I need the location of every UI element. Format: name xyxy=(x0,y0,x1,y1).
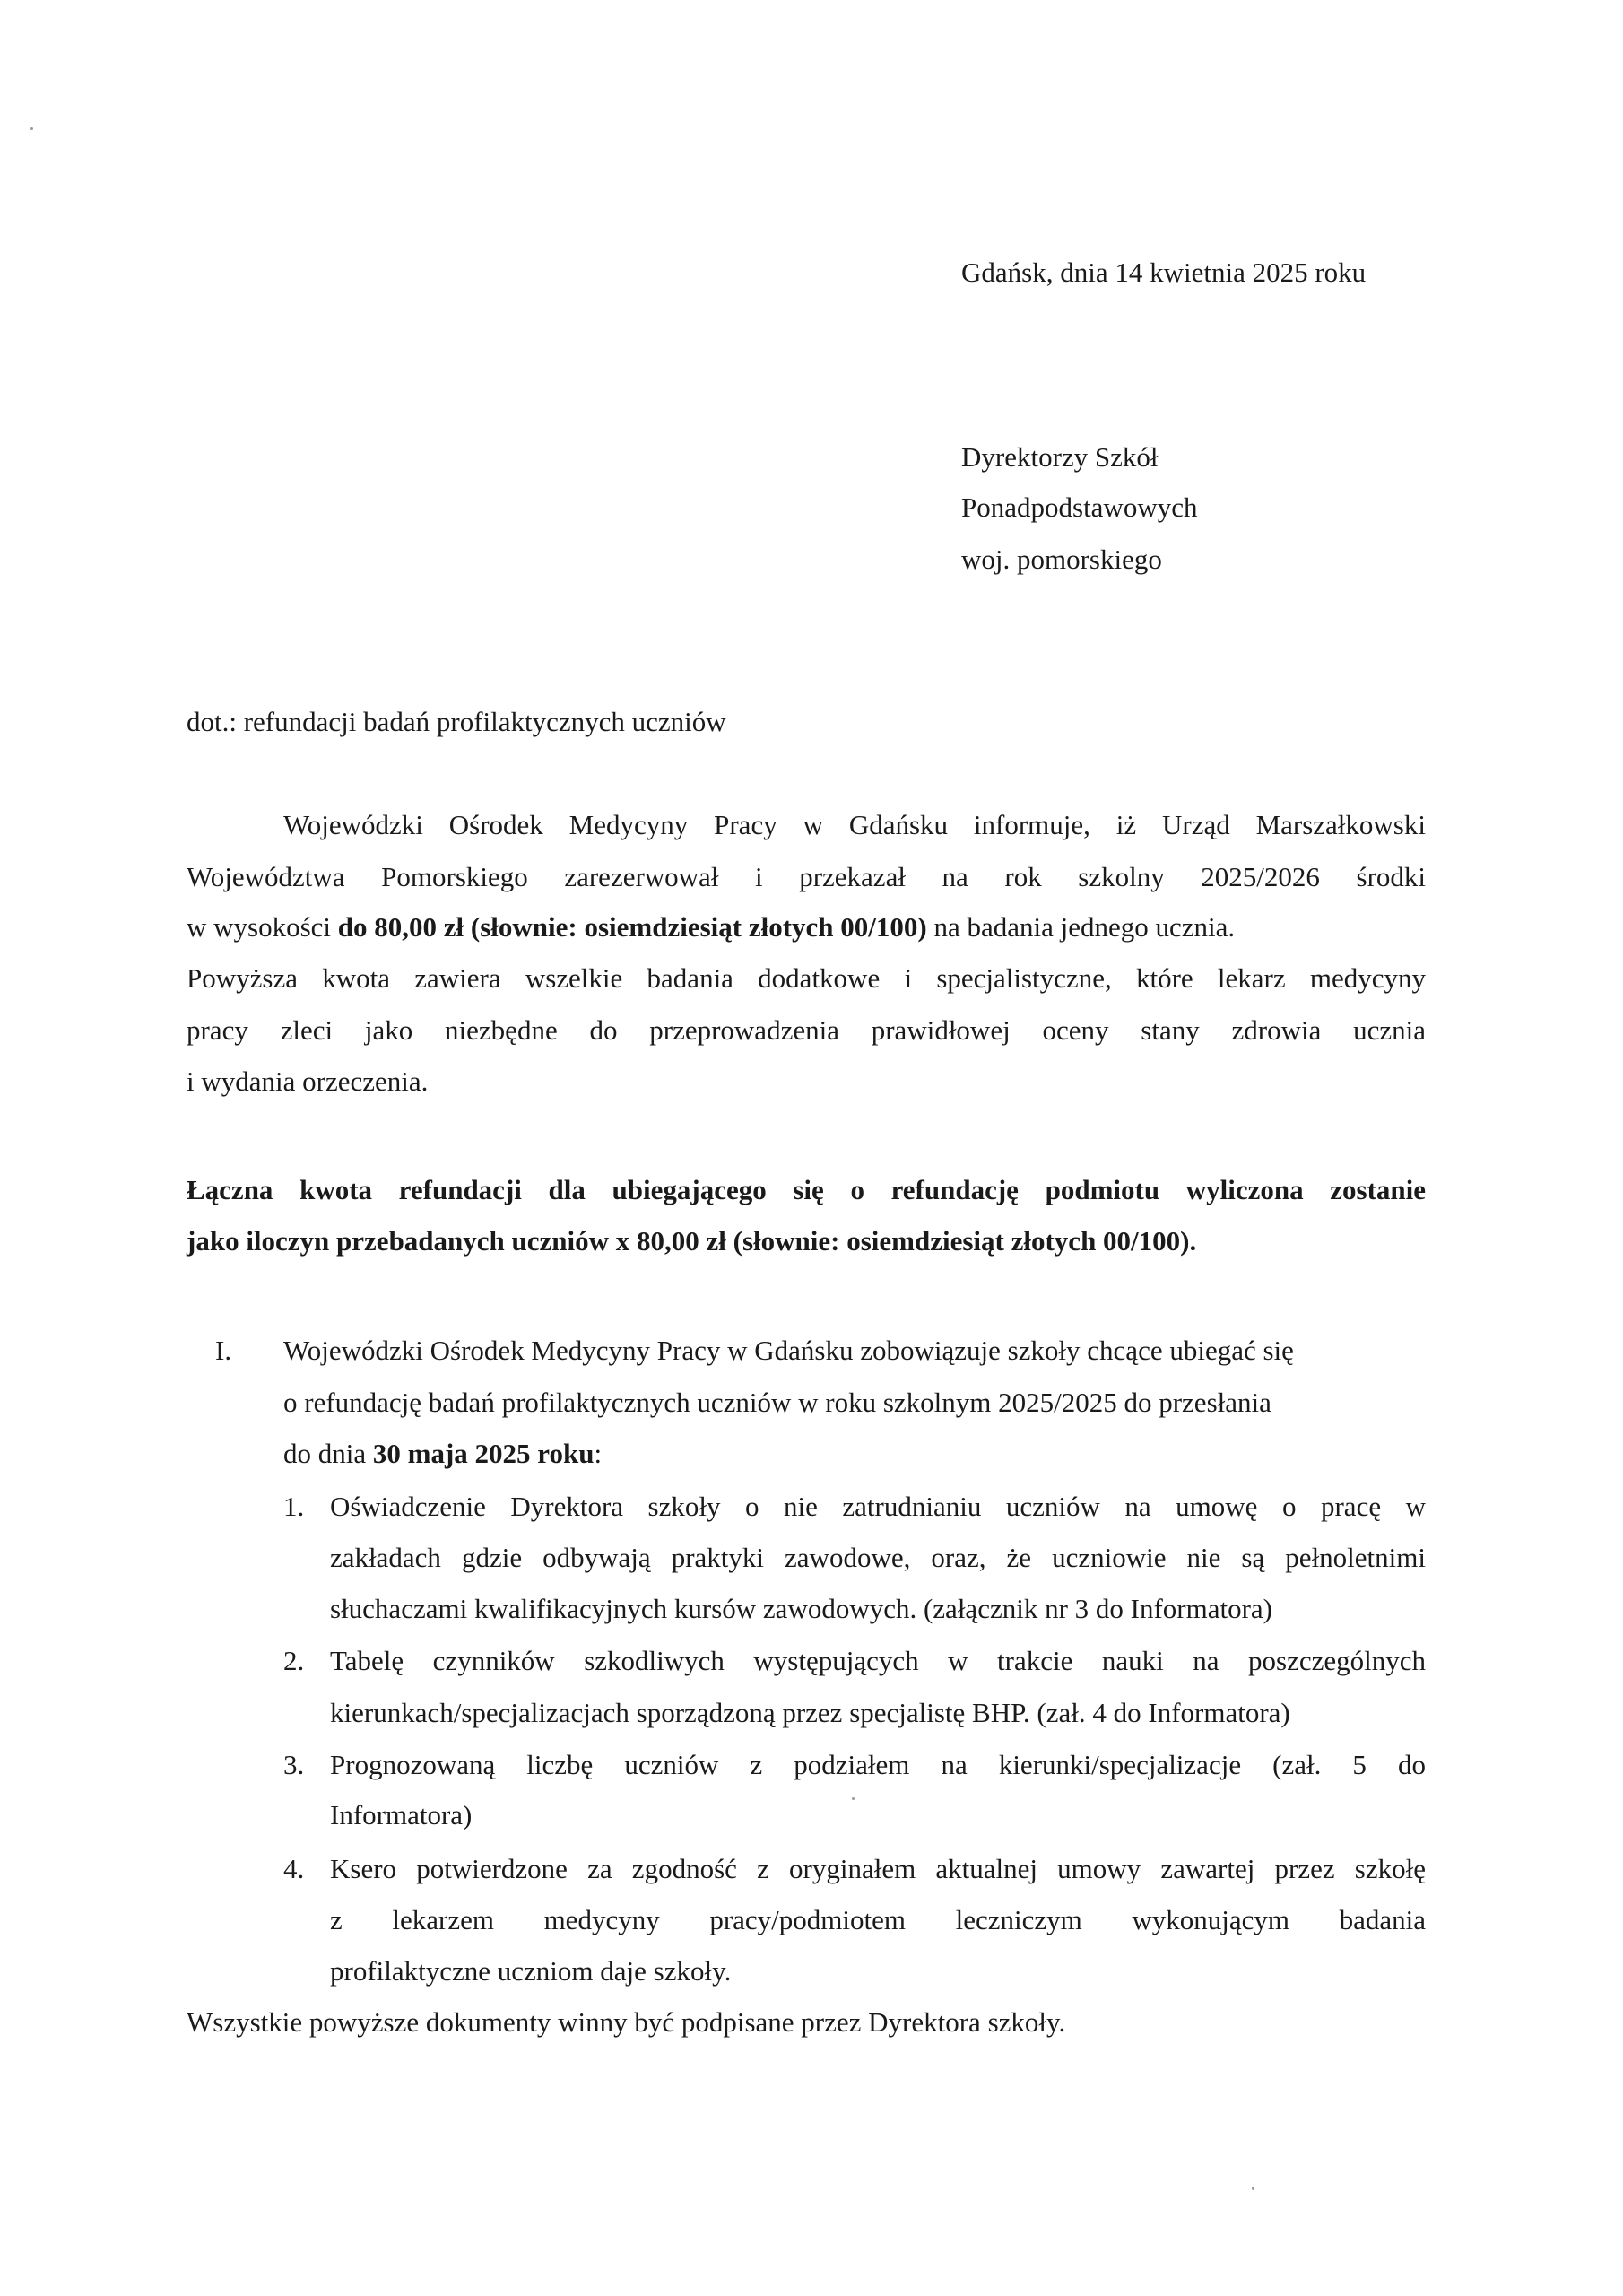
deadline-text: 30 maja 2025 roku xyxy=(372,1438,595,1469)
intro-line-5: pracy zleci jako niezbędne do przeprowadzenia prawidłowej oceny stany zdrowia ucznia xyxy=(187,1014,1426,1046)
list-item-line: Prognozowaną liczbę uczniów z podziałem na kierunki/specjalizacje (zał. 5 do xyxy=(330,1749,1426,1780)
addressee-line-3: woj. pomorskiego xyxy=(961,544,1162,575)
list-item-line: Informatora) xyxy=(330,1799,473,1831)
list-item-line: profilaktyczne uczniom daje szkoły. xyxy=(330,1955,732,1987)
intro-line-3 xyxy=(187,911,1235,944)
list-item-line: z lekarzem medycyny pracy/podmiotem leczniczym wykonującym badania xyxy=(330,1904,1426,1935)
addressee-line-1: Dyrektorzy Szkół xyxy=(961,441,1159,473)
list-item-line: słuchaczami kwalifikacyjnych kursów zawodowych. (załącznik nr 3 do Informatora) xyxy=(330,1593,1273,1624)
intro-line-3-text: w wysokości xyxy=(187,911,338,943)
scan-speck xyxy=(1252,2187,1254,2190)
list-item-line: Tabelę czynników szkodliwych występujących w trakcie nauki na poszczególnych xyxy=(330,1645,1426,1676)
section-i-line-3-text: do dnia xyxy=(283,1438,373,1469)
intro-line-4: Powyższa kwota zawiera wszelkie badania dodatkowe i specjalistyczne, które lekarz medycyny xyxy=(187,962,1426,994)
list-item-number: 3. xyxy=(283,1749,305,1780)
closing-line: Wszystkie powyższe dokumenty winny być podpisane przez Dyrektora szkoły. xyxy=(187,2006,1066,2038)
list-item-number: 1. xyxy=(283,1491,305,1522)
intro-line-2: Województwa Pomorskiego zarezerwował i przekazał na rok szkolny 2025/2026 środki xyxy=(187,861,1426,892)
list-item-number: 2. xyxy=(283,1645,305,1676)
list-item-line: Oświadczenie Dyrektora szkoły o nie zatrudnianiu uczniów na umowę o pracę w xyxy=(330,1491,1426,1522)
refund-amount-text: do 80,00 zł (słownie: osiemdziesiąt złotych 00/100) xyxy=(337,911,927,943)
date-line: Gdańsk, dnia 14 kwietnia 2025 roku xyxy=(961,257,1367,288)
intro-line-3-tail: na badania jednego ucznia. xyxy=(926,911,1236,943)
bold-line-2: jako iloczyn przebadanych uczniów x 80,00 zł (słownie: osiemdziesiąt złotych 00/100). xyxy=(187,1225,1197,1257)
addressee-line-2: Ponadpodstawowych xyxy=(961,491,1198,523)
scan-speck xyxy=(30,127,33,130)
bold-line-1: Łączna kwota refundacji dla ubiegającego się o refundację podmiotu wyliczona zostanie xyxy=(187,1174,1426,1205)
section-i-line-3 xyxy=(283,1438,602,1470)
section-i-line-3-tail: : xyxy=(594,1438,603,1469)
section-i-line-2: o refundację badań profilaktycznych uczniów w roku szkolnym 2025/2025 do przesłania xyxy=(283,1387,1271,1418)
subject-line: dot.: refundacji badań profilaktycznych uczniów xyxy=(187,706,726,737)
section-i-line-1: Wojewódzki Ośrodek Medycyny Pracy w Gdańsku zobowiązuje szkoły chcące ubiegać się xyxy=(283,1335,1294,1366)
list-item-line: zakładach gdzie odbywają praktyki zawodowe, oraz, że uczniowie nie są pełnoletnimi xyxy=(330,1542,1426,1573)
scan-speck xyxy=(852,1797,855,1800)
list-item-line: kierunkach/specjalizacjach sporządzoną przez specjalistę BHP. (zał. 4 do Informatora) xyxy=(330,1697,1290,1728)
list-item-line: Ksero potwierdzone za zgodność z oryginałem aktualnej umowy zawartej przez szkołę xyxy=(330,1853,1426,1884)
section-i-marker: I. xyxy=(215,1335,232,1366)
intro-line-1: Wojewódzki Ośrodek Medycyny Pracy w Gdańsku informuje, iż Urząd Marszałkowski xyxy=(283,809,1426,840)
list-item-number: 4. xyxy=(283,1853,305,1884)
intro-line-6: i wydania orzeczenia. xyxy=(187,1065,429,1097)
